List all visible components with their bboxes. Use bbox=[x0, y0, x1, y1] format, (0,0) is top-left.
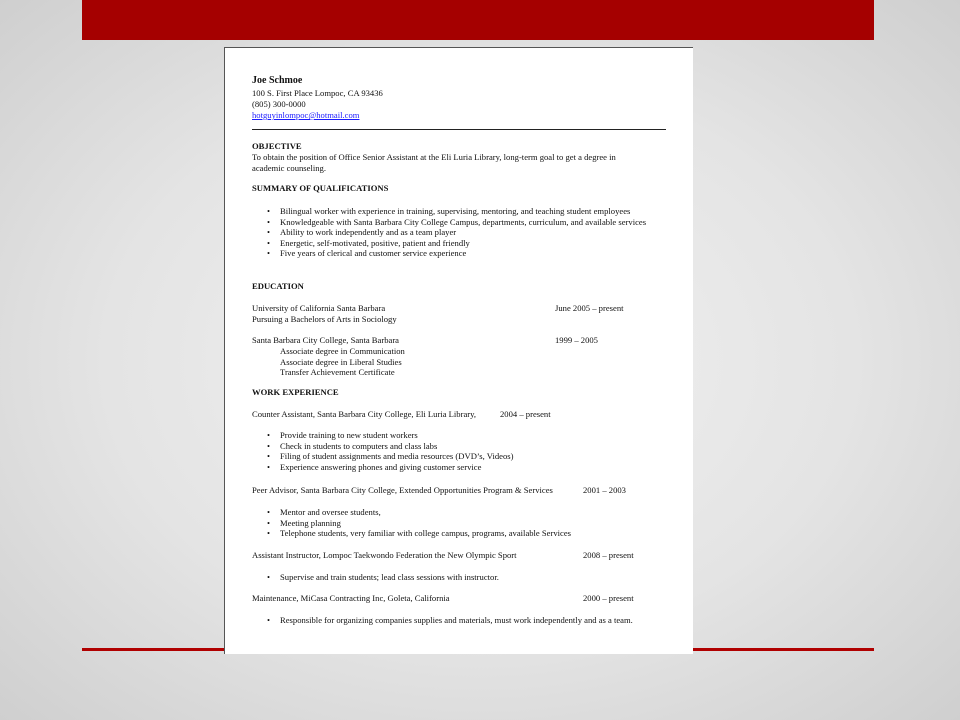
header-divider bbox=[252, 129, 666, 130]
job-3-list bbox=[267, 572, 499, 583]
job-4-title: Maintenance, MiCasa Contracting Inc, Goleta, California bbox=[252, 593, 450, 603]
resume-page bbox=[224, 47, 693, 654]
education-detail: Associate degree in Communication bbox=[280, 346, 405, 356]
objective-line-2: academic counseling. bbox=[252, 163, 326, 173]
job-1-list bbox=[267, 430, 513, 472]
education-detail: Associate degree in Liberal Studies bbox=[280, 357, 402, 367]
job-3-title: Assistant Instructor, Lompoc Taekwondo Federation the New Olympic Sport bbox=[252, 550, 517, 560]
education-school-1-date: June 2005 – present bbox=[555, 303, 624, 313]
education-school-1-detail: Pursuing a Bachelors of Arts in Sociology bbox=[252, 314, 397, 324]
summary-list bbox=[267, 206, 647, 259]
list-item: • Ability to work independently and as a team player bbox=[267, 227, 630, 238]
list-item: • Telephone students, very familiar with college campus, programs, available Services bbox=[267, 528, 571, 539]
education-heading: EDUCATION bbox=[252, 281, 304, 291]
list-item: • Supervise and train students; lead class sessions with instructor. bbox=[267, 572, 499, 583]
list-item: • Knowledgeable with Santa Barbara City College Campus, departments, curriculum, and available services bbox=[267, 217, 627, 228]
job-4-list bbox=[267, 615, 633, 626]
job-1-title: Counter Assistant, Santa Barbara City College, Eli Luria Library, bbox=[252, 409, 477, 419]
education-school-2-date: 1999 – 2005 bbox=[555, 335, 598, 345]
list-item: • Filing of student assignments and media resources (DVD’s, Videos) bbox=[267, 451, 513, 462]
education-detail: Transfer Achievement Certificate bbox=[280, 367, 395, 377]
education-school-1: University of California Santa Barbara bbox=[252, 303, 386, 313]
objective-line-1: To obtain the position of Office Senior Assistant at the Eli Luria Library, long-term goal to get a degree in bbox=[252, 152, 616, 162]
resume-name: Joe Schmoe bbox=[252, 75, 303, 86]
job-4-date: 2000 – present bbox=[583, 593, 634, 603]
slide-top-bar bbox=[82, 0, 874, 40]
list-item: • Five years of clerical and customer service experience bbox=[267, 248, 630, 259]
job-1-date: 2004 – present bbox=[500, 409, 551, 419]
job-3-date: 2008 – present bbox=[583, 550, 634, 560]
resume-phone: (805) 300-0000 bbox=[252, 99, 306, 109]
list-item: • Experience answering phones and giving customer service bbox=[267, 462, 513, 473]
list-item: • Meeting planning bbox=[267, 518, 571, 529]
job-2-list bbox=[267, 507, 571, 539]
list-item: • Provide training to new student workers bbox=[267, 430, 513, 441]
list-item: • Bilingual worker with experience in training, supervising, mentoring, and teaching student employees bbox=[267, 206, 630, 217]
list-item: • Mentor and oversee students, bbox=[267, 507, 571, 518]
list-item: • Responsible for organizing companies supplies and materials, must work independently and as a team. bbox=[267, 615, 633, 626]
list-item: • Check in students to computers and class labs bbox=[267, 441, 513, 452]
resume-email-link[interactable]: hotguyinlompoc@hotmail.com bbox=[252, 110, 360, 120]
list-item: • Energetic, self-motivated, positive, patient and friendly bbox=[267, 238, 630, 249]
summary-heading: SUMMARY OF QUALIFICATIONS bbox=[252, 183, 389, 193]
objective-heading: OBJECTIVE bbox=[252, 141, 302, 151]
education-school-2: Santa Barbara City College, Santa Barbara bbox=[252, 335, 400, 345]
job-2-title: Peer Advisor, Santa Barbara City College, Extended Opportunities Program & Services bbox=[252, 485, 553, 495]
work-heading: WORK EXPERIENCE bbox=[252, 387, 339, 397]
resume-address: 100 S. First Place Lompoc, CA 93436 bbox=[252, 88, 383, 98]
job-2-date: 2001 – 2003 bbox=[583, 485, 626, 495]
